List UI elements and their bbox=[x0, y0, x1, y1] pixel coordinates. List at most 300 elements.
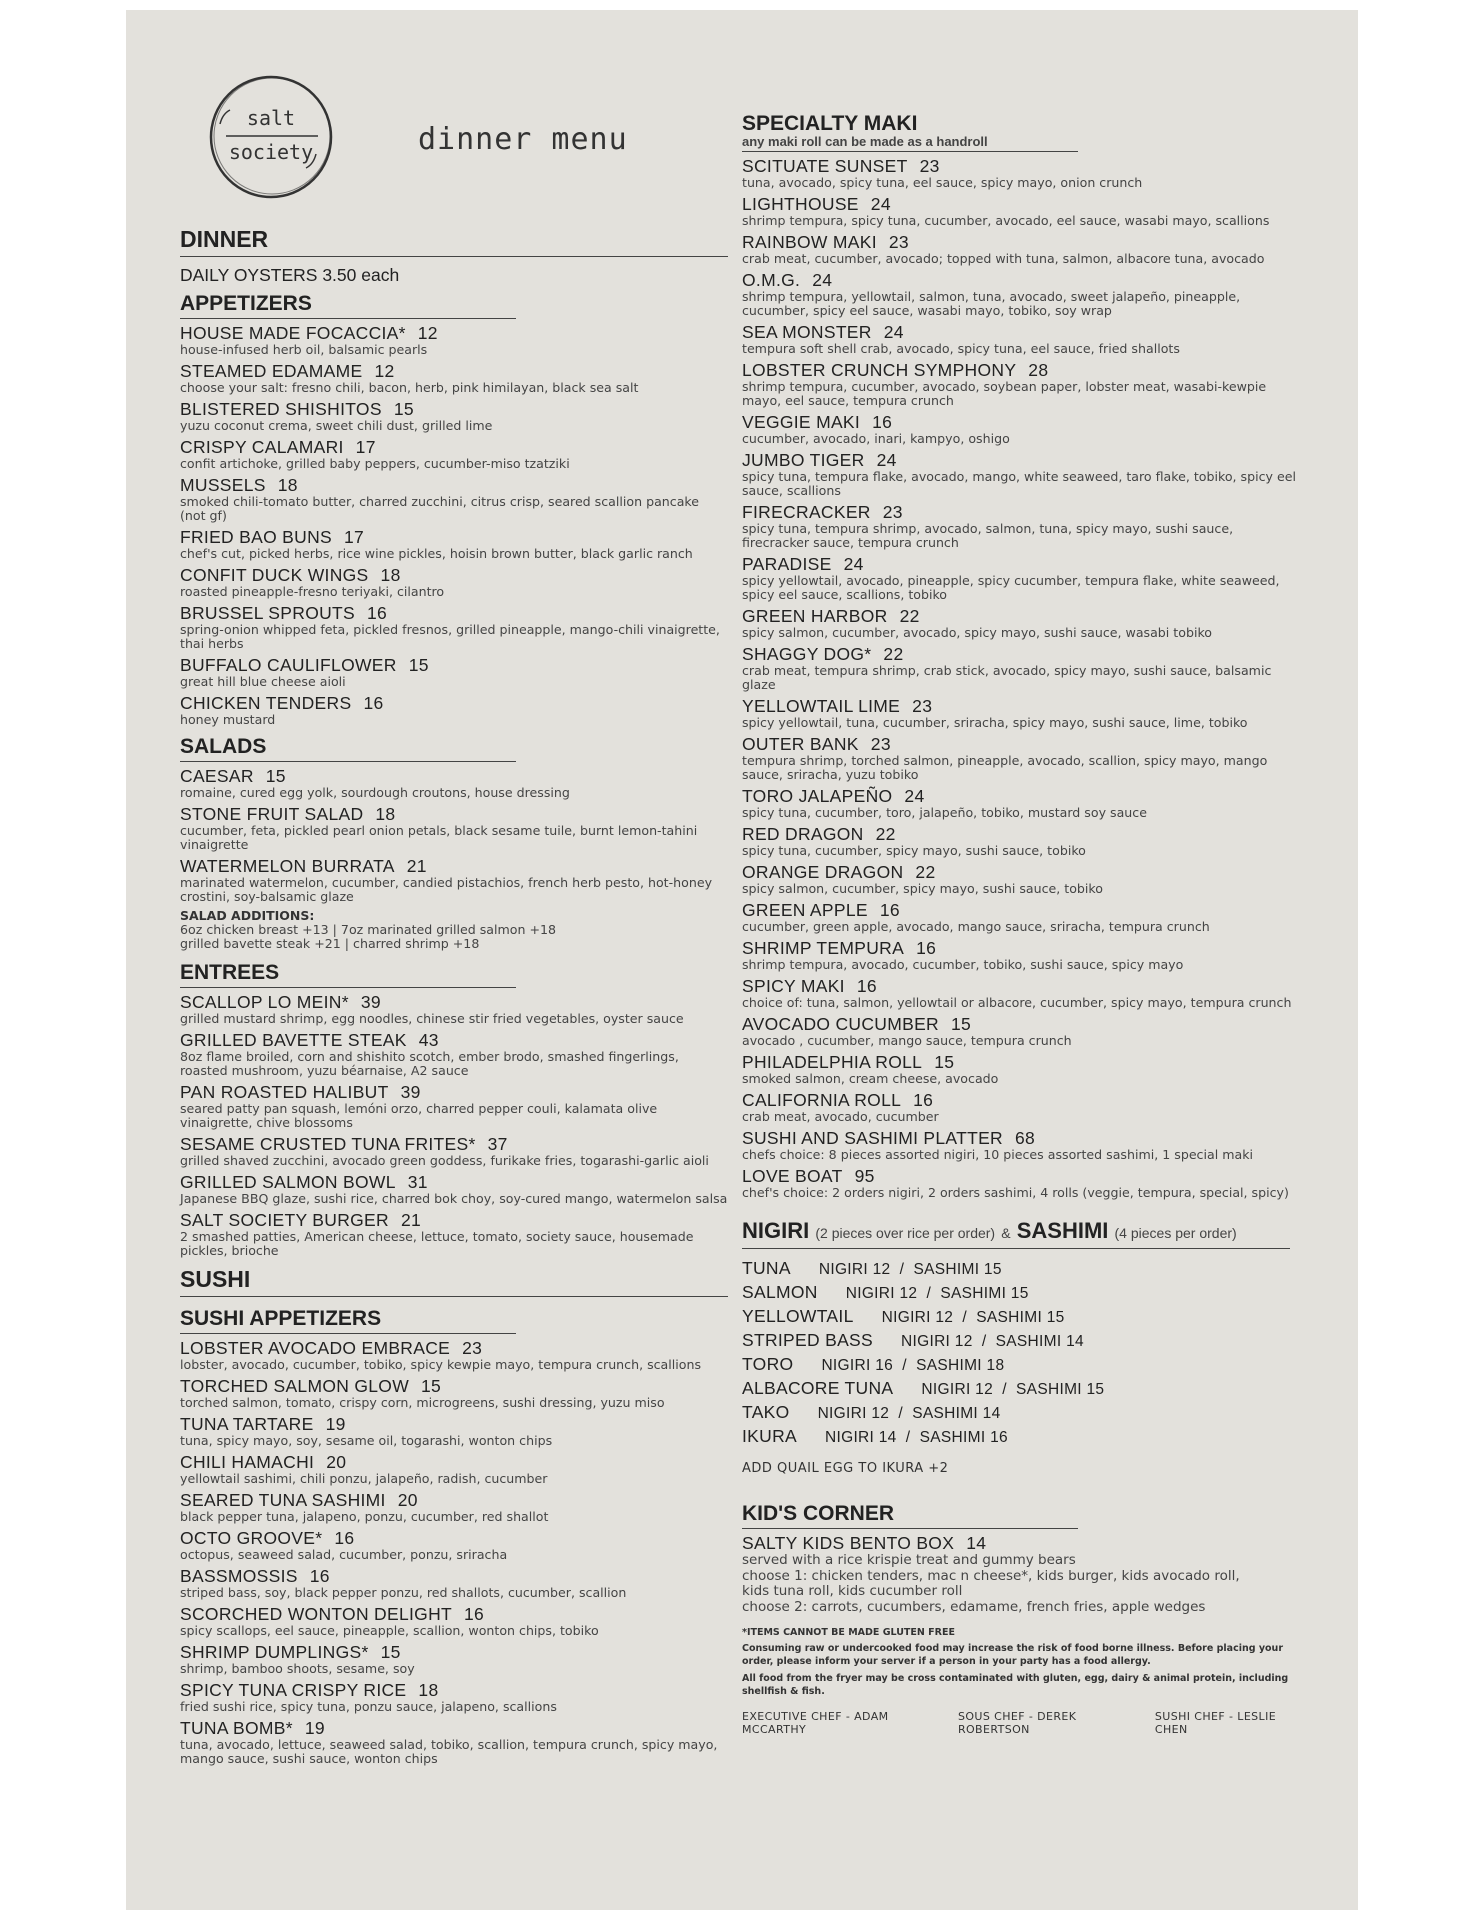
menu-item-description: spicy tuna, tempura flake, avocado, mango, white seaweed, taro flake, tobiko, spicy eel sauce, scallions bbox=[742, 469, 1296, 498]
menu-item-description: chefs choice: 8 pieces assorted nigiri, 10 pieces assorted sashimi, 1 special maki bbox=[742, 1147, 1253, 1162]
executive-chef: EXECUTIVE CHEF - ADAM MCCARTHY bbox=[742, 1710, 889, 1736]
ampersand: & bbox=[1001, 1225, 1011, 1241]
menu-item-name: CHICKEN TENDERS bbox=[180, 693, 352, 713]
menu-item-title bbox=[742, 323, 1302, 342]
sushi-appetizer-item bbox=[180, 1453, 728, 1486]
menu-item-title bbox=[742, 233, 1302, 252]
menu-item-title bbox=[180, 1529, 728, 1548]
menu-item-description: spicy salmon, cucumber, spicy mayo, sushi sauce, tobiko bbox=[742, 881, 1103, 896]
sushi-appetizer-item bbox=[180, 1681, 728, 1714]
menu-item-price: 95 bbox=[854, 1166, 875, 1186]
menu-item-name: GRILLED SALMON BOWL bbox=[180, 1172, 396, 1192]
menu-item-price: 23 bbox=[919, 156, 940, 176]
maki-item bbox=[742, 645, 1302, 692]
menu-item-price: 24 bbox=[883, 322, 904, 342]
kids-bento-desc: served with a rice krispie treat and gummy bears bbox=[742, 1552, 1076, 1568]
salad-item bbox=[180, 805, 728, 852]
sushi-appetizer-item bbox=[180, 1339, 728, 1372]
menu-item-description: shrimp tempura, spicy tuna, cucumber, avocado, eel sauce, wasabi mayo, scallions bbox=[742, 213, 1270, 228]
menu-item-name: RED DRAGON bbox=[742, 824, 864, 844]
menu-item-name: LOBSTER AVOCADO EMBRACE bbox=[180, 1338, 451, 1358]
menu-item-price: 16 bbox=[367, 603, 388, 623]
menu-item-description: crab meat, cucumber, avocado; topped with tuna, salmon, albacore tuna, avocado bbox=[742, 251, 1265, 266]
menu-title: dinner menu bbox=[418, 122, 628, 157]
menu-item-title bbox=[742, 697, 1302, 716]
nigiri-prices: NIGIRI 12 / SASHIMI 15 bbox=[921, 1381, 1105, 1398]
menu-item-title bbox=[742, 1167, 1302, 1186]
menu-item-description: 2 smashed patties, American cheese, lettuce, tomato, society sauce, housemade pickles, brioche bbox=[180, 1229, 694, 1258]
menu-item-description: yellowtail sashimi, chili ponzu, jalapeño, radish, cucumber bbox=[180, 1471, 548, 1486]
menu-item-price: 16 bbox=[916, 938, 937, 958]
maki-item bbox=[742, 901, 1302, 934]
menu-item-title bbox=[180, 1681, 728, 1700]
menu-item-price: 12 bbox=[374, 361, 395, 381]
menu-item-title bbox=[742, 977, 1302, 996]
maki-item bbox=[742, 555, 1302, 602]
menu-item-title bbox=[180, 1605, 728, 1624]
menu-item-description: striped bass, soy, black pepper ponzu, red shallots, cucumber, scallion bbox=[180, 1585, 627, 1600]
menu-item-name: TUNA TARTARE bbox=[180, 1414, 314, 1434]
nigiri-row bbox=[742, 1377, 1302, 1401]
menu-item-name: GRILLED BAVETTE STEAK bbox=[180, 1030, 407, 1050]
menu-item-title bbox=[180, 1339, 728, 1358]
menu-item-title bbox=[180, 400, 728, 419]
maki-item bbox=[742, 233, 1302, 266]
menu-item-price: 16 bbox=[334, 1528, 355, 1548]
menu-item-price: 24 bbox=[870, 194, 891, 214]
salads-list bbox=[180, 767, 728, 904]
menu-item-description: spicy scallops, eel sauce, pineapple, scallion, wonton chips, tobiko bbox=[180, 1623, 599, 1638]
menu-item-name: FRIED BAO BUNS bbox=[180, 527, 333, 547]
menu-item-price: 28 bbox=[1028, 360, 1049, 380]
sashimi-note: (4 pieces per order) bbox=[1114, 1225, 1237, 1241]
daily-oysters: DAILY OYSTERS 3.50 each bbox=[180, 265, 400, 285]
menu-item-price: 68 bbox=[1014, 1128, 1036, 1148]
maki-item bbox=[742, 1015, 1302, 1048]
menu-item-name: LIGHTHOUSE bbox=[742, 194, 859, 214]
menu-item-name: LOVE BOAT bbox=[742, 1166, 843, 1186]
chef-credits bbox=[742, 1710, 1302, 1736]
menu-item-name: O.M.G. bbox=[742, 270, 801, 290]
maki-item bbox=[742, 323, 1302, 356]
menu-item-name: LOBSTER CRUNCH SYMPHONY bbox=[742, 360, 1017, 380]
menu-item-price: 18 bbox=[277, 475, 298, 495]
nigiri-prices: NIGIRI 12 / SASHIMI 14 bbox=[817, 1405, 1001, 1422]
menu-item-description: spicy tuna, cucumber, spicy mayo, sushi sauce, tobiko bbox=[742, 843, 1086, 858]
entree-item bbox=[180, 1173, 728, 1206]
nigiri-row bbox=[742, 1425, 1302, 1449]
menu-item-price: 21 bbox=[400, 1210, 422, 1230]
entree-item bbox=[180, 1135, 728, 1168]
right-column bbox=[742, 112, 1302, 1736]
maki-item bbox=[742, 697, 1302, 730]
logo-circle-icon bbox=[206, 72, 336, 202]
nigiri-prices: NIGIRI 16 / SASHIMI 18 bbox=[821, 1357, 1005, 1374]
menu-item-price: 22 bbox=[899, 606, 920, 626]
menu-item-title bbox=[180, 1567, 728, 1586]
menu-item-name: PARADISE bbox=[742, 554, 832, 574]
kids-bento-item bbox=[742, 1534, 1302, 1615]
menu-item-description: marinated watermelon, cucumber, candied pistachios, french herb pesto, hot-honey crostini, soy-balsamic glaze bbox=[180, 875, 713, 904]
menu-item-name: SHRIMP DUMPLINGS* bbox=[180, 1642, 369, 1662]
menu-item-price: 16 bbox=[363, 693, 384, 713]
appetizers-list bbox=[180, 324, 728, 727]
menu-item-name: RAINBOW MAKI bbox=[742, 232, 877, 252]
nigiri-fish: ALBACORE TUNA bbox=[742, 1378, 894, 1398]
menu-item-title bbox=[742, 451, 1302, 470]
menu-item-description: spicy tuna, cucumber, toro, jalapeño, tobiko, mustard soy sauce bbox=[742, 805, 1147, 820]
sushi-appetizer-item bbox=[180, 1377, 728, 1410]
salad-additions-line: 6oz chicken breast +13 | 7oz marinated grilled salmon +18 bbox=[180, 922, 557, 937]
sushi-appetizer-item bbox=[180, 1643, 728, 1676]
menu-item-description: grilled mustard shrimp, egg noodles, chinese stir fried vegetables, oyster sauce bbox=[180, 1011, 684, 1026]
nigiri-fish: STRIPED BASS bbox=[742, 1330, 873, 1350]
menu-item-description: chef's choice: 2 orders nigiri, 2 orders sashimi, 4 rolls (veggie, tempura, special, spicy) bbox=[742, 1185, 1289, 1200]
maki-item bbox=[742, 503, 1302, 550]
menu-item-name: TORO JALAPEÑO bbox=[742, 786, 893, 806]
menu-item-name: SUSHI AND SASHIMI PLATTER bbox=[742, 1128, 1003, 1148]
appetizer-item bbox=[180, 604, 728, 651]
menu-item-name: BASSMOSSIS bbox=[180, 1566, 298, 1586]
menu-item-price: 24 bbox=[904, 786, 925, 806]
sushi-appetizer-item bbox=[180, 1415, 728, 1448]
menu-item-name: SHRIMP TEMPURA bbox=[742, 938, 905, 958]
menu-item-title bbox=[180, 1415, 728, 1434]
menu-item-description: shrimp tempura, avocado, cucumber, tobiko, sushi sauce, spicy mayo bbox=[742, 957, 1184, 972]
menu-item-description: spring-onion whipped feta, pickled fresnos, grilled pineapple, mango-chili vinaigrette, thai herbs bbox=[180, 622, 720, 651]
menu-item-title bbox=[180, 1173, 728, 1192]
nigiri-row bbox=[742, 1401, 1302, 1425]
menu-item-price: 17 bbox=[355, 437, 376, 457]
sushi-appetizer-item bbox=[180, 1529, 728, 1562]
nigiri-prices: NIGIRI 12 / SASHIMI 15 bbox=[818, 1261, 1002, 1278]
menu-item-description: octopus, seaweed salad, cucumber, ponzu, sriracha bbox=[180, 1547, 508, 1562]
menu-item-title bbox=[180, 993, 728, 1012]
menu-item-price: 23 bbox=[882, 502, 903, 522]
menu-item-description: spicy tuna, tempura shrimp, avocado, salmon, tuna, spicy mayo, sushi sauce, firecracker sauce, tempura crunch bbox=[742, 521, 1234, 550]
menu-item-title bbox=[180, 528, 728, 547]
menu-item-name: WATERMELON BURRATA bbox=[180, 856, 395, 876]
appetizer-item bbox=[180, 694, 728, 727]
menu-item-price: 24 bbox=[876, 450, 897, 470]
appetizer-item bbox=[180, 362, 728, 395]
appetizer-item bbox=[180, 476, 728, 523]
menu-item-price: 20 bbox=[326, 1452, 347, 1472]
menu-item-name: BRUSSEL SPROUTS bbox=[180, 603, 356, 623]
menu-item-name: SEARED TUNA SASHIMI bbox=[180, 1490, 386, 1510]
nigiri-prices: NIGIRI 14 / SASHIMI 16 bbox=[824, 1429, 1008, 1446]
menu-item-price: 15 bbox=[408, 655, 429, 675]
menu-item-name: TUNA BOMB* bbox=[180, 1718, 293, 1738]
nigiri-fish: YELLOWTAIL bbox=[742, 1306, 854, 1326]
sushi-appetizer-item bbox=[180, 1719, 728, 1766]
maki-item bbox=[742, 787, 1302, 820]
menu-item-name: MUSSELS bbox=[180, 475, 266, 495]
menu-item-price: 15 bbox=[393, 399, 414, 419]
menu-item-title bbox=[180, 438, 728, 457]
nigiri-row bbox=[742, 1281, 1302, 1305]
menu-item-title bbox=[742, 361, 1302, 380]
menu-item-price: 22 bbox=[915, 862, 936, 882]
menu-item-title bbox=[742, 825, 1302, 844]
menu-item-title bbox=[180, 362, 728, 381]
menu-item-description: Japanese BBQ glaze, sushi rice, charred bok choy, soy-cured mango, watermelon salsa bbox=[180, 1191, 728, 1206]
nigiri-title: NIGIRI bbox=[742, 1218, 810, 1243]
menu-item-name: CONFIT DUCK WINGS bbox=[180, 565, 369, 585]
menu-item-title bbox=[180, 324, 728, 343]
nigiri-fish: TORO bbox=[742, 1354, 794, 1374]
menu-item-description: smoked chili-tomato butter, charred zucchini, citrus crisp, seared scallion pancake (not gf) bbox=[180, 494, 699, 523]
menu-item-name: SCITUATE SUNSET bbox=[742, 156, 908, 176]
menu-item-name: GREEN APPLE bbox=[742, 900, 868, 920]
maki-item bbox=[742, 863, 1302, 896]
sushi-appetizer-item bbox=[180, 1567, 728, 1600]
menu-item-title bbox=[180, 656, 728, 675]
menu-page bbox=[126, 10, 1358, 1910]
menu-item-name: SCALLOP LO MEIN* bbox=[180, 992, 349, 1012]
menu-item-title bbox=[180, 694, 728, 713]
maki-item bbox=[742, 939, 1302, 972]
menu-item-title bbox=[180, 857, 728, 876]
left-column bbox=[180, 226, 728, 1766]
appetizer-item bbox=[180, 656, 728, 689]
menu-item-description: 8oz flame broiled, corn and shishito scotch, ember brodo, smashed fingerlings, roasted mushroom, yuzu béarnaise, A2 sauce bbox=[180, 1049, 679, 1078]
menu-item-title bbox=[742, 735, 1302, 754]
menu-item-title bbox=[742, 271, 1302, 290]
entree-item bbox=[180, 993, 728, 1026]
salt-society-logo bbox=[206, 72, 336, 202]
menu-item-name: CALIFORNIA ROLL bbox=[742, 1090, 902, 1110]
menu-item-title bbox=[180, 1491, 728, 1510]
menu-item-description: crab meat, tempura shrimp, crab stick, avocado, spicy mayo, sushi sauce, balsamic glaze bbox=[742, 663, 1272, 692]
menu-item-description: romaine, cured egg yolk, sourdough croutons, house dressing bbox=[180, 785, 570, 800]
menu-item-price: 19 bbox=[304, 1718, 325, 1738]
specialty-maki-subtitle: any maki roll can be made as a handroll bbox=[742, 134, 988, 149]
menu-item-price: 16 bbox=[872, 412, 893, 432]
menu-item-name: STONE FRUIT SALAD bbox=[180, 804, 364, 824]
menu-item-description: tuna, avocado, lettuce, seaweed salad, tobiko, scallion, tempura crunch, spicy mayo, mango sauce, sushi sauce, wonton chips bbox=[180, 1737, 718, 1766]
menu-item-title bbox=[742, 1053, 1302, 1072]
menu-item-description: tuna, avocado, spicy tuna, eel sauce, spicy mayo, onion crunch bbox=[742, 175, 1143, 190]
specialty-maki-title: SPECIALTY MAKI bbox=[742, 112, 918, 135]
menu-item-price: 39 bbox=[400, 1082, 421, 1102]
menu-item-name: HOUSE MADE FOCACCIA* bbox=[180, 323, 406, 343]
salad-additions-label: SALAD ADDITIONS: bbox=[180, 908, 315, 923]
salad-item bbox=[180, 767, 728, 800]
menu-item-description: seared patty pan squash, lemóni orzo, charred pepper couli, kalamata olive vinaigrette, chive blossoms bbox=[180, 1101, 658, 1130]
menu-item-name: SHAGGY DOG* bbox=[742, 644, 872, 664]
salad-additions-line: grilled bavette steak +21 | charred shrimp +18 bbox=[180, 936, 480, 951]
kids-corner-heading: KID'S CORNER bbox=[742, 1502, 1078, 1529]
menu-item-name: TORCHED SALMON GLOW bbox=[180, 1376, 410, 1396]
menu-item-price: 23 bbox=[888, 232, 909, 252]
menu-item-name: SEA MONSTER bbox=[742, 322, 872, 342]
menu-item-price: 23 bbox=[462, 1338, 483, 1358]
menu-item-price: 15 bbox=[951, 1014, 972, 1034]
menu-item-title bbox=[742, 939, 1302, 958]
kids-bento-name: SALTY KIDS BENTO BOX bbox=[742, 1533, 955, 1553]
nigiri-fish: SALMON bbox=[742, 1282, 818, 1302]
logo-line-society: society bbox=[228, 140, 314, 164]
sous-chef: SOUS CHEF - DEREK ROBERTSON bbox=[957, 1710, 1077, 1736]
menu-item-price: 18 bbox=[418, 1680, 439, 1700]
menu-item-price: 23 bbox=[912, 696, 933, 716]
menu-item-title bbox=[180, 476, 728, 495]
kids-bento-desc: choose 2: carrots, cucumbers, edamame, french fries, apple wedges bbox=[742, 1598, 1206, 1615]
nigiri-fish: TUNA bbox=[742, 1258, 791, 1278]
menu-item-price: 15 bbox=[380, 1642, 401, 1662]
menu-item-description: tuna, spicy mayo, soy, sesame oil, togarashi, wonton chips bbox=[180, 1433, 553, 1448]
menu-item-name: BLISTERED SHISHITOS bbox=[180, 399, 382, 419]
kids-bento-price: 14 bbox=[966, 1533, 987, 1553]
menu-item-title bbox=[742, 157, 1302, 176]
menu-item-description: avocado , cucumber, mango sauce, tempura crunch bbox=[742, 1033, 1072, 1048]
nigiri-row bbox=[742, 1329, 1302, 1353]
appetizer-item bbox=[180, 324, 728, 357]
menu-item-price: 15 bbox=[934, 1052, 955, 1072]
menu-item-title bbox=[180, 1377, 728, 1396]
menu-item-name: CAESAR bbox=[180, 766, 254, 786]
menu-item-name: SPICY MAKI bbox=[742, 976, 845, 996]
maki-item bbox=[742, 413, 1302, 446]
menu-item-title bbox=[742, 607, 1302, 626]
menu-item-description: fried sushi rice, spicy tuna, ponzu sauce, jalapeno, scallions bbox=[180, 1699, 557, 1714]
sushi-appetizer-item bbox=[180, 1491, 728, 1524]
menu-item-name: ORANGE DRAGON bbox=[742, 862, 904, 882]
menu-item-description: tempura soft shell crab, avocado, spicy tuna, eel sauce, fried shallots bbox=[742, 341, 1180, 356]
menu-item-title bbox=[180, 1083, 728, 1102]
menu-item-description: black pepper tuna, jalapeno, ponzu, cucumber, red shallot bbox=[180, 1509, 549, 1524]
sushi-appetizers-list bbox=[180, 1339, 728, 1766]
menu-item-price: 16 bbox=[879, 900, 900, 920]
menu-item-price: 22 bbox=[883, 644, 904, 664]
menu-item-title bbox=[742, 413, 1302, 432]
appetizer-item bbox=[180, 400, 728, 433]
menu-item-description: chef's cut, picked herbs, rice wine pickles, hoisin brown butter, black garlic ranch bbox=[180, 546, 693, 561]
maki-item bbox=[742, 1091, 1302, 1124]
menu-item-description: smoked salmon, cream cheese, avocado bbox=[742, 1071, 999, 1086]
entrees-heading: ENTREES bbox=[180, 961, 516, 988]
menu-item-price: 21 bbox=[406, 856, 427, 876]
menu-item-title bbox=[742, 787, 1302, 806]
menu-item-description: confit artichoke, grilled baby peppers, cucumber-miso tzatziki bbox=[180, 456, 570, 471]
menu-item-price: 37 bbox=[487, 1134, 508, 1154]
menu-item-description: shrimp tempura, yellowtail, salmon, tuna, avocado, sweet jalapeño, pineapple, cucumber, spicy eel sauce, wasabi mayo, tobiko, soy wrap bbox=[742, 289, 1241, 318]
menu-item-name: GREEN HARBOR bbox=[742, 606, 888, 626]
menu-item-price: 24 bbox=[812, 270, 833, 290]
nigiri-row bbox=[742, 1305, 1302, 1329]
menu-item-price: 23 bbox=[870, 734, 891, 754]
menu-item-description: yuzu coconut crema, sweet chili dust, grilled lime bbox=[180, 418, 493, 433]
nigiri-prices: NIGIRI 12 / SASHIMI 14 bbox=[901, 1333, 1084, 1350]
menu-item-description: cucumber, green apple, avocado, mango sauce, sriracha, tempura crunch bbox=[742, 919, 1210, 934]
entree-item bbox=[180, 1211, 728, 1258]
menu-item-name: AVOCADO CUCUMBER bbox=[742, 1014, 939, 1034]
menu-item-title bbox=[180, 1135, 728, 1154]
maki-item bbox=[742, 157, 1302, 190]
menu-item-title bbox=[180, 1211, 728, 1230]
menu-item-title bbox=[180, 604, 728, 623]
menu-item-name: JUMBO TIGER bbox=[742, 450, 865, 470]
menu-item-description: choose your salt: fresno chili, bacon, herb, pink himilayan, black sea salt bbox=[180, 380, 639, 395]
menu-item-price: 39 bbox=[360, 992, 381, 1012]
menu-item-title bbox=[742, 863, 1302, 882]
specialty-maki-heading bbox=[742, 112, 1078, 152]
maki-item bbox=[742, 825, 1302, 858]
nigiri-fish: TAKO bbox=[742, 1402, 790, 1422]
menu-item-description: spicy yellowtail, tuna, cucumber, sriracha, spicy mayo, sushi sauce, lime, tobiko bbox=[742, 715, 1248, 730]
appetizer-item bbox=[180, 566, 728, 599]
menu-item-description: grilled shaved zucchini, avocado green goddess, furikake fries, togarashi-garlic aioli bbox=[180, 1153, 709, 1168]
nigiri-note: (2 pieces over rice per order) bbox=[815, 1225, 996, 1241]
menu-item-description: house-infused herb oil, balsamic pearls bbox=[180, 342, 428, 357]
menu-item-price: 22 bbox=[875, 824, 896, 844]
menu-item-description: shrimp tempura, cucumber, avocado, soybean paper, lobster meat, wasabi-kewpie mayo, eel sauce, tempura crunch bbox=[742, 379, 1267, 408]
menu-item-price: 16 bbox=[913, 1090, 934, 1110]
menu-item-description: roasted pineapple-fresno teriyaki, cilantro bbox=[180, 584, 445, 599]
menu-item-description: cucumber, avocado, inari, kampyo, oshigo bbox=[742, 431, 1010, 446]
menu-item-price: 24 bbox=[843, 554, 864, 574]
menu-item-title bbox=[180, 1643, 728, 1662]
raw-food-note: Consuming raw or undercooked food may increase the risk of food borne illness. Before placing your order, please inform your server if a person in your party has a food allergy. bbox=[742, 1643, 1283, 1667]
menu-item-name: SCORCHED WONTON DELIGHT bbox=[180, 1604, 453, 1624]
fryer-note: All food from the fryer may be cross contaminated with gluten, egg, dairy & animal protein, including shellfish & fish. bbox=[742, 1673, 1289, 1697]
maki-item bbox=[742, 451, 1302, 498]
menu-item-name: YELLOWTAIL LIME bbox=[742, 696, 901, 716]
menu-item-description: cucumber, feta, pickled pearl onion petals, black sesame tuile, burnt lemon-tahini vinaigrette bbox=[180, 823, 698, 852]
menu-item-price: 43 bbox=[418, 1030, 439, 1050]
maki-item bbox=[742, 1053, 1302, 1086]
menu-item-description: crab meat, avocado, cucumber bbox=[742, 1109, 939, 1124]
menu-item-price: 16 bbox=[309, 1566, 330, 1586]
menu-item-price: 16 bbox=[856, 976, 877, 996]
maki-item bbox=[742, 607, 1302, 640]
sushi-heading: SUSHI bbox=[180, 1266, 728, 1297]
menu-item-name: FIRECRACKER bbox=[742, 502, 871, 522]
menu-item-name: PHILADELPHIA ROLL bbox=[742, 1052, 923, 1072]
menu-item-title bbox=[180, 1031, 728, 1050]
menu-item-price: 19 bbox=[325, 1414, 346, 1434]
menu-item-name: PAN ROASTED HALIBUT bbox=[180, 1082, 389, 1102]
nigiri-row bbox=[742, 1257, 1302, 1281]
entree-item bbox=[180, 1031, 728, 1078]
menu-item-title bbox=[742, 1015, 1302, 1034]
maki-item bbox=[742, 361, 1302, 408]
menu-item-description: choice of: tuna, salmon, yellowtail or albacore, cucumber, spicy mayo, tempura crunch bbox=[742, 995, 1292, 1010]
menu-item-name: SPICY TUNA CRISPY RICE bbox=[180, 1680, 407, 1700]
maki-item bbox=[742, 195, 1302, 228]
menu-item-price: 12 bbox=[417, 323, 438, 343]
menu-item-title bbox=[742, 645, 1302, 664]
menu-item-name: CRISPY CALAMARI bbox=[180, 437, 344, 457]
sushi-appetizers-heading: SUSHI APPETIZERS bbox=[180, 1307, 516, 1334]
nigiri-prices: NIGIRI 12 / SASHIMI 15 bbox=[845, 1285, 1029, 1302]
sushi-chef: SUSHI CHEF - LESLIE CHEN bbox=[1154, 1710, 1277, 1736]
menu-item-description: spicy yellowtail, avocado, pineapple, spicy cucumber, tempura flake, white seaweed, spicy eel sauce, scallions, tobiko bbox=[742, 573, 1280, 602]
menu-item-price: 31 bbox=[407, 1172, 428, 1192]
maki-item bbox=[742, 1167, 1302, 1200]
kids-bento-desc: kids tuna roll, kids cucumber roll bbox=[742, 1583, 963, 1599]
menu-item-name: CHILI HAMACHI bbox=[180, 1452, 315, 1472]
menu-item-title bbox=[742, 555, 1302, 574]
menu-item-price: 15 bbox=[265, 766, 286, 786]
menu-item-description: great hill blue cheese aioli bbox=[180, 674, 346, 689]
logo-line-salt: salt bbox=[246, 106, 296, 130]
kids-bento-desc: choose 1: chicken tenders, mac n cheese*, kids burger, kids avocado roll, bbox=[742, 1567, 1240, 1584]
menu-item-price: 17 bbox=[344, 527, 365, 547]
menu-item-title bbox=[180, 566, 728, 585]
menu-item-price: 18 bbox=[380, 565, 401, 585]
